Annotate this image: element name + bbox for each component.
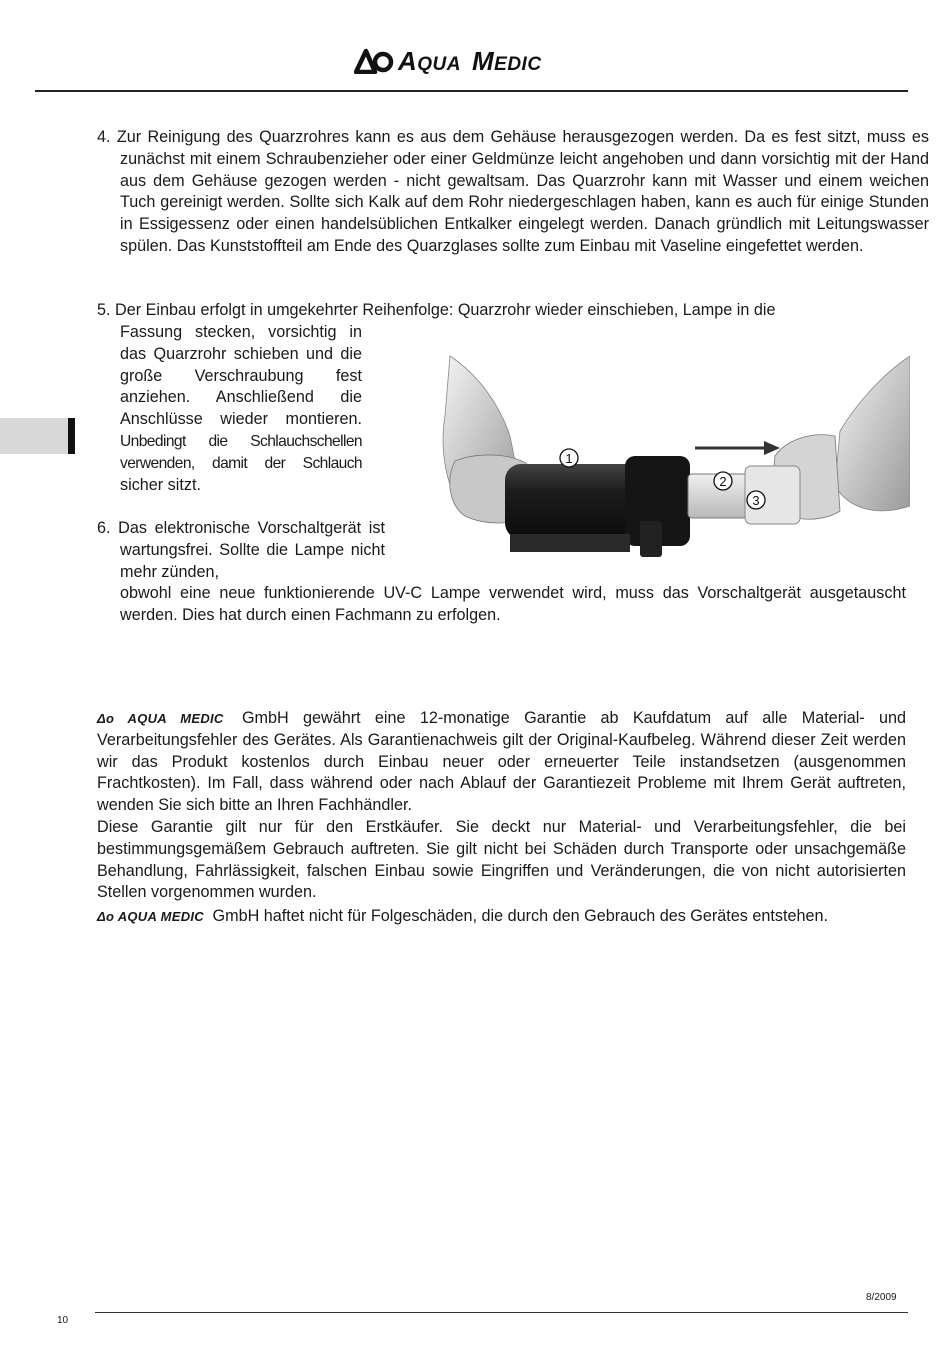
uv-housing-foot xyxy=(510,534,630,552)
instruction-item-5-text: Fassung stecken, vorsichtig in das Quarzrohr schieben und die große Verschraubung fest anziehen. Anschließend die Anschlüsse wieder montieren. xyxy=(120,323,362,429)
uv-clarifier-assembly-photo xyxy=(440,336,910,576)
brand-wordmark: AQUA MEDIC xyxy=(398,45,542,76)
page-number: 10 xyxy=(57,1315,69,1326)
header-divider xyxy=(35,90,908,92)
instruction-item-4: 4. Zur Reinigung des Quarzrohres kann es aus dem Gehäuse herausgezogen werden. Da es fest sitzt, muss es zunächst mit einem Schraubenzieher oder einer Geldmünze leicht angehoben und dann vorsichtig mit der Hand aus dem Gehäuse gezogen werden - nicht gewaltsam. Das Quarzrohr kann mit Wasser und einem weichen Tuch gereinigt werden. Sollte sich Kalk auf dem Rohr niedergeschlagen haben, kann es auch für einige Stunden in Essigessenz oder einen handelsüblichen Entkalker eingelegt werden. Danach gründlich mit Leitungswasser spülen. Das Kunststoffteil am Ende des Quarzglases sollte zum Einbau mit Vaseline eingefettet werden. xyxy=(97,128,929,255)
right-arm xyxy=(835,356,910,511)
instruction-item-5-end: sicher sitzt. xyxy=(120,475,201,494)
instruction-item-5-hose-clamp-note: Unbedingt die Schlauchschellen verwenden, damit der Schlauch xyxy=(120,432,362,472)
callout-2 xyxy=(714,472,732,490)
svg-text:3: 3 xyxy=(752,493,760,508)
warranty-paragraph-2: Diese Garantie gilt nur für den Erstkäufer. Sie deckt nur Material- und Verarbeitungsfehler, die bei bestimmungsgemäßem Gebrauch auftreten. Sie gilt nicht bei Schäden durch Transporte oder unsachgemäße Behandlung, Fahrlässigkeit, falschen Einbau sowie Eingriffen und Veränderungen, die von nicht autorisierten Stellen vorgenommen wurden. xyxy=(97,817,906,902)
svg-text:2: 2 xyxy=(719,474,727,489)
instruction-item-5-body xyxy=(120,322,362,496)
footer-divider xyxy=(95,1312,908,1313)
aqua-medic-emblem-icon xyxy=(354,48,394,74)
instruction-item-6-start: 6. Das elektronische Vorschaltgerät ist wartungsfrei. Sollte die Lampe nicht mehr zünden, xyxy=(97,519,385,581)
callout-3 xyxy=(747,491,765,509)
warranty-paragraph-3: Δo AQUA MEDIC GmbH haftet nicht für Folgeschäden, die durch den Gebrauch des Gerätes entstehen. xyxy=(97,907,828,926)
instruction-item-5-first-line: 5. Der Einbau erfolgt in umgekehrter Reihenfolge: Quarzrohr wieder einschieben, Lampe in die xyxy=(97,301,776,319)
inline-brand-logo: Δo AQUA MEDIC xyxy=(97,711,224,726)
language-tab-bar xyxy=(68,418,75,454)
callout-1 xyxy=(560,449,578,467)
warranty-section xyxy=(97,708,906,928)
language-tab-marker xyxy=(0,418,68,454)
svg-text:1: 1 xyxy=(565,451,573,466)
document-date: 8/2009 xyxy=(866,1292,897,1303)
warranty-paragraph-1: Δo AQUA MEDIC GmbH gewährt eine 12-monatige Garantie ab Kaufdatum auf alle Material- und Verarbeitungsfehler des Gerätes. Als Garantienachweis gilt der Original-Kaufbeleg. Während dieser Zeit werden wir das Produkt kostenlos durch Einbau neuer oder erneuerter Teile instandsetzen (ausgenommen Frachtkosten). Im Fall, dass während oder nach Ablauf der Garantiezeit Probleme mit Ihrem Gerät auftreten, wenden Sie sich bitte an Ihren Fachhändler. xyxy=(97,709,907,815)
inline-brand-logo: Δo AQUA MEDIC xyxy=(97,909,204,925)
brand-logo xyxy=(354,44,542,78)
instruction-item-6-rest: obwohl eine neue funktionierende UV-C Lampe verwendet wird, muss das Vorschaltgerät ausgetauscht werden. Dies hat durch einen Fachmann zu erfolgen. xyxy=(120,584,906,624)
uv-outlet xyxy=(640,521,662,557)
